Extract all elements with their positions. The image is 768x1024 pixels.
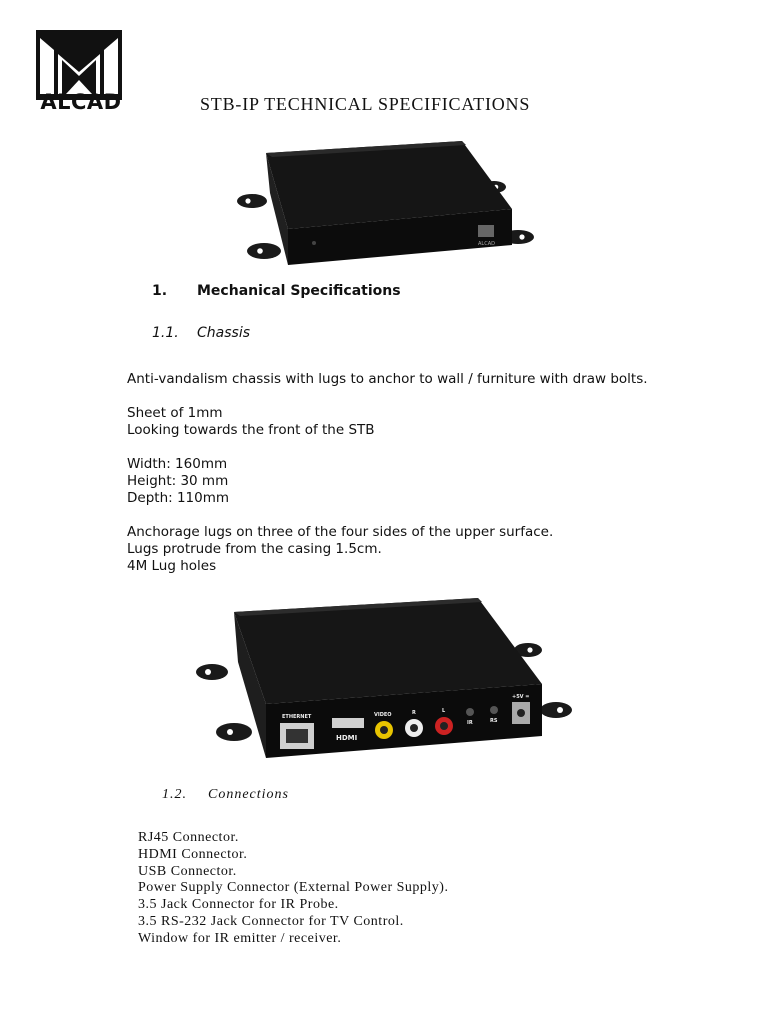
paragraph: Width: 160mm <box>127 456 228 472</box>
list-item: HDMI Connector. <box>138 846 248 862</box>
page-title: STB-IP TECHNICAL SPECIFICATIONS <box>200 94 531 114</box>
power-label: +5V = <box>512 694 530 700</box>
rs-label: RS <box>490 718 498 724</box>
l-label: L <box>442 708 446 714</box>
rs-jack <box>490 706 498 714</box>
paragraph: Depth: 110mm <box>127 490 230 506</box>
subsection-title: Chassis <box>197 325 250 341</box>
list-item: 3.5 Jack Connector for IR Probe. <box>138 897 339 913</box>
paragraph: Lugs protrude from the casing 1.5cm. <box>127 541 382 557</box>
ir-label: IR <box>467 720 473 726</box>
paragraph: Anchorage lugs on three of the four sides of the upper surface. <box>127 524 554 540</box>
subsection-title: Connections <box>208 787 289 802</box>
section-number: 1. <box>152 283 168 299</box>
front-logo-text: ALCAD <box>478 241 495 247</box>
paragraph: Anti-vandalism chassis with lugs to anchor to wall / furniture with draw bolts. <box>127 371 648 387</box>
section-title: Mechanical Specifications <box>197 283 401 299</box>
lug-left-top <box>237 194 267 208</box>
subsection-number: 1.1. <box>152 325 179 341</box>
list-item: USB Connector. <box>138 863 237 879</box>
paragraph: Height: 30 mm <box>127 473 229 489</box>
subsection-number: 1.2. <box>162 787 187 802</box>
hdmi-label: HDMI <box>336 734 358 742</box>
paragraph: 4M Lug holes <box>127 558 217 574</box>
chassis-text <box>127 371 727 575</box>
stb-front-image <box>230 133 540 283</box>
ir-jack <box>466 708 474 716</box>
list-item: Power Supply Connector (External Power Supply). <box>138 880 449 896</box>
stb-back-image <box>190 592 580 772</box>
list-item: Window for IR emitter / receiver. <box>138 930 342 946</box>
logo-text: ALCAD <box>40 90 122 114</box>
list-item: 3.5 RS-232 Jack Connector for TV Control. <box>138 913 404 929</box>
list-item: RJ45 Connector. <box>138 830 239 845</box>
ethernet-label: ETHERNET <box>282 714 312 720</box>
video-label: VIDEO <box>374 712 392 718</box>
lug-left-bottom <box>247 243 281 259</box>
hdmi-port <box>332 718 364 728</box>
r-label: R <box>412 710 416 716</box>
connections-list <box>138 830 658 948</box>
paragraph: Sheet of 1mm <box>127 405 223 421</box>
paragraph: Looking towards the front of the STB <box>127 422 375 438</box>
